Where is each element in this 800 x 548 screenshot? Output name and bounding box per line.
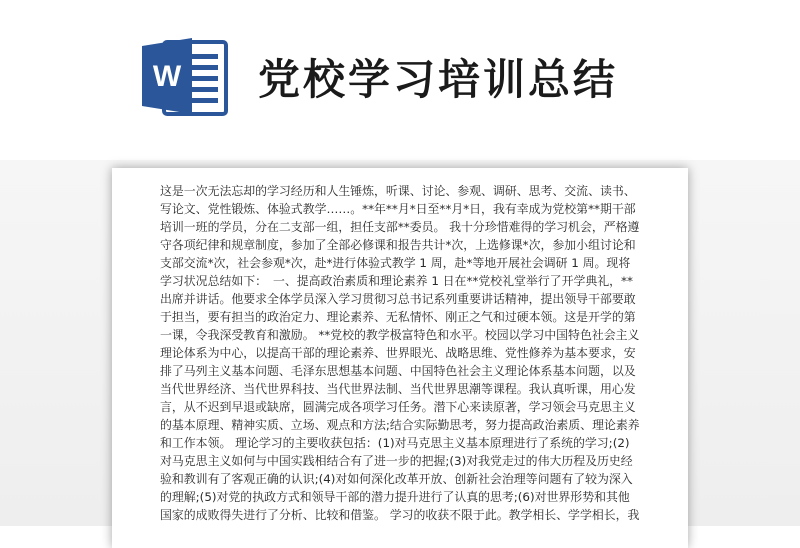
word-icon-letter: W xyxy=(152,60,182,93)
document-body-text: 这是一次无法忘却的学习经历和人生锤炼，听课、讨论、参观、调研、思考、交流、读书、写论文、党性锻炼、体验式教学……。**年**月*日至**月*日，我有幸成为党校第**期干部培训一班的学员，分在二支部一组，担任支部**委员。 我十分珍惜难得的学习机会，严格遵守各项纪律和规章制度，参加了全部必修课和报告共计*次，上选修课*次，参加小组讨论和支部交流*次，社会参观*次，赴*进行体验式教学 1 周，赴*等地开展社会调研 1 周。现将学习状况总结如下： 一、提高政治素质和理论素养 1 日在**党校礼堂举行了开学典礼，**出席并讲话。他要求全体学员深入学习贯彻习总书记系列重要讲话精神，提出领导干部要敢于担当，要有担当的政治定力、理论素养、无私情怀、刚正之气和过硬本领。这是开学的第一课，令我深受教育和激励。 **党校的教学极富特色和水平。校园以学习中国特色社会主义理论体系为中心，以提高干部的理论素养、世界眼光、战略思维、党性修养为基本要求，安排了马列主义基本问题、毛泽东思想基本问题、中国特色社会主义理论体系基本问题，以及当代世界经济、当代世界科技、当代世界法制、当代世界思潮等课程。我认真听课，用心发言，从不迟到早退或缺席，圆满完成各项学习任务。潜下心来读原著，学习领会马克思主义的基本原理、精神实质、立场、观点和方法;结合实际勤思考，努力提高政治素质、理论素养和工作本领。 理论学习的主要收获包括：(1)对马克思主义基本原理进行了系统的学习;(2)对马克思主义如何与中国实践相结合有了进一步的把握;(3)对我党走过的伟大历程及历史经验和教训有了客观正确的认识;(4)对如何深化改革开放、创新社会治理等问题有了较为深入的理解;(5)对党的执政方式和领导干部的潜力提升进行了认真的思考;(6)对世界形势和其他国家的成败得失进行了分析、比较和借鉴。 学习的收获不限于此。教学相长、学学相长，我 xyxy=(160,184,640,522)
page-title: 党校学习培训总结 xyxy=(258,55,619,104)
document-page xyxy=(112,168,688,548)
word-document-icon xyxy=(140,34,230,118)
header xyxy=(0,0,800,160)
